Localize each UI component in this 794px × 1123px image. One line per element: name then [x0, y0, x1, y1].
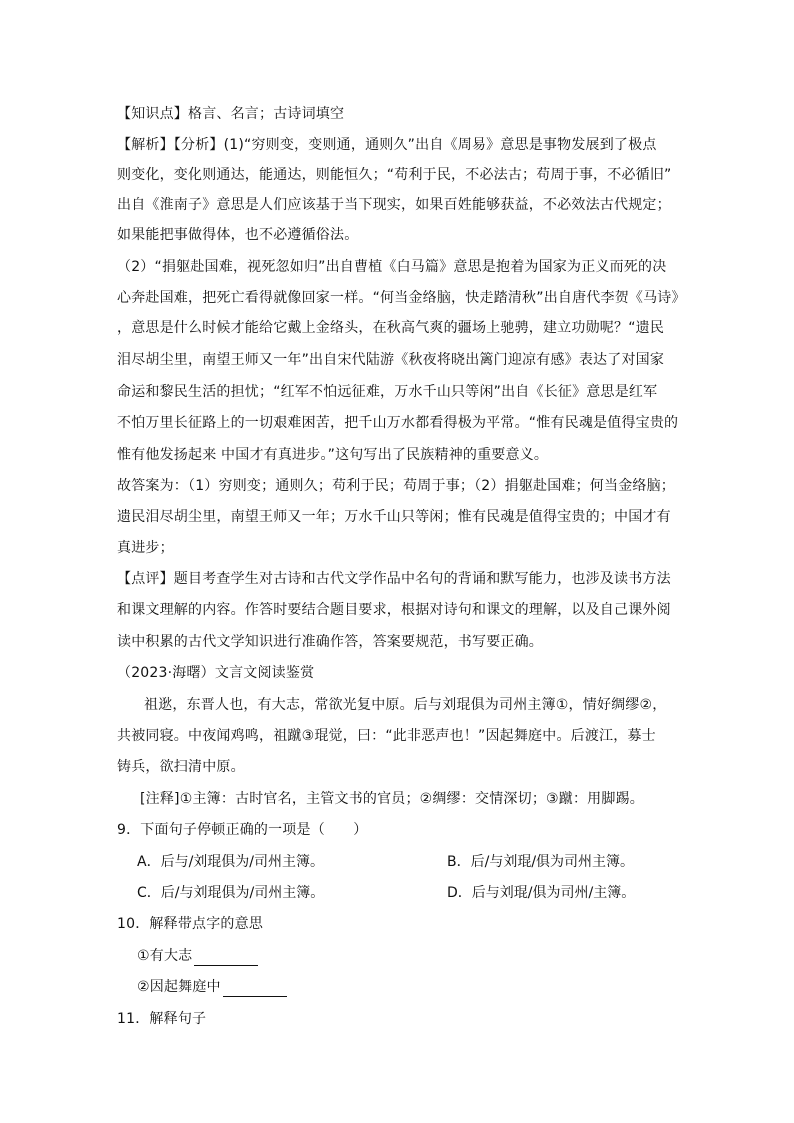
comment-line: 【点评】题目考查学生对古诗和古代文学作品中名句的背诵和默写能力，也涉及读书方法 [117, 571, 671, 587]
answer-blank[interactable] [194, 949, 258, 966]
option-d[interactable]: D．后与刘琨/俱为司州/主簿。 [447, 885, 636, 901]
annotation-note: [注释]①主簿：古时官名，主管文书的官员；②绸缪：交情深切；③蹴：用脚踢。 [140, 791, 644, 807]
analysis-line: 惟有他发扬起来 中国才有真进步。”这句写出了民族精神的重要意义。 [117, 447, 549, 463]
question-11-stem: 11．解释句子 [117, 1011, 207, 1027]
passage-line: 祖逖，东晋人也，有大志，常欲光复中原。后与刘琨俱为司州主簿①，情好绸缪②， [144, 697, 667, 713]
question-9-stem: 9．下面句子停顿正确的一项是（ ） [117, 822, 368, 838]
option-c[interactable]: C．后/与刘琨俱为/司州主簿。 [137, 885, 325, 901]
question-10-item-1 [137, 946, 258, 966]
option-a[interactable]: A．后与/刘琨俱为/司州主簿。 [137, 854, 325, 870]
answer-line: 真进步； [117, 540, 174, 556]
analysis-line: ，意思是什么时候才能给它戴上金络头，在秋高气爽的疆场上驰骋，建立功勋呢？“遗民 [117, 320, 665, 336]
passage-line: 铸兵，欲扫清中原。 [117, 759, 245, 775]
option-b[interactable]: B．后/与刘琨/俱为司州主簿。 [447, 854, 635, 870]
analysis-line: 如果能把事做得体，也不必遵循俗法。 [117, 227, 359, 243]
analysis-line: 不怕万里长征路上的一切艰难困苦，把千山万水都看得极为平常。“惟有民魂是值得宝贵的 [117, 415, 679, 431]
analysis-line: 泪尽胡尘里，南望王师又一年”出自宋代陆游《秋夜将晓出篱门迎凉有感》表达了对国家 [117, 352, 665, 368]
question-10-item-2 [137, 977, 287, 997]
analysis-line: 出自《淮南子》意思是人们应该基于当下现实，如果百姓能够获益，不必效法古代规定； [117, 197, 671, 213]
comment-line: 和课文理解的内容。作答时要结合题目要求，根据对诗句和课文的理解，以及自己课外阅 [117, 602, 671, 618]
knowledge-point: 【知识点】格言、名言；古诗词填空 [117, 106, 345, 122]
item-2-text: ②因起舞庭中 [137, 979, 221, 995]
answer-line: 故答案为：（1）穷则变；通则久；苟利于民；苟周于事；（2）捐躯赴国难；何当金络脑； [117, 478, 676, 494]
analysis-line: 则变化，变化则通达，能通达，则能恒久；“苟利于民，不必法古；苟周于事，不必循旧” [117, 167, 672, 183]
analysis-line: 命运和黎民生活的担忧；“红军不怕远征难，万水千山只等闲”出自《长征》意思是红军 [117, 384, 658, 400]
question-10-stem: 10．解释带点字的意思 [117, 916, 264, 932]
answer-blank[interactable] [223, 980, 287, 997]
comment-line: 读中积累的古代文学知识进行准确作答，答案要规范，书写要正确。 [117, 634, 543, 650]
answer-line: 遗民泪尽胡尘里，南望王师又一年；万水千山只等闲；惟有民魂是值得宝贵的；中国才有 [117, 509, 671, 525]
passage-line: 共被同寝。中夜闻鸡鸣，祖蹴③琨觉，曰：“此非恶声也！”因起舞庭中。后渡江，募士 [117, 728, 656, 744]
analysis-line: 【解析】【分析】(1)“穷则变，变则通，通则久”出自《周易》意思是事物发展到了极点 [117, 137, 657, 153]
analysis-line: 心奔赴国难，把死亡看得就像回家一样。“何当金络脑，快走踏清秋”出自唐代李贺《马诗》 [117, 290, 686, 306]
item-1-text: ①有大志 [137, 948, 193, 964]
analysis-line: （2）“捐躯赴国难，视死忽如归”出自曹植《白马篇》意思是抱着为国家为正义而死的决 [117, 259, 667, 275]
reading-header: （2023·海曙）文言文阅读鉴赏 [117, 665, 315, 681]
